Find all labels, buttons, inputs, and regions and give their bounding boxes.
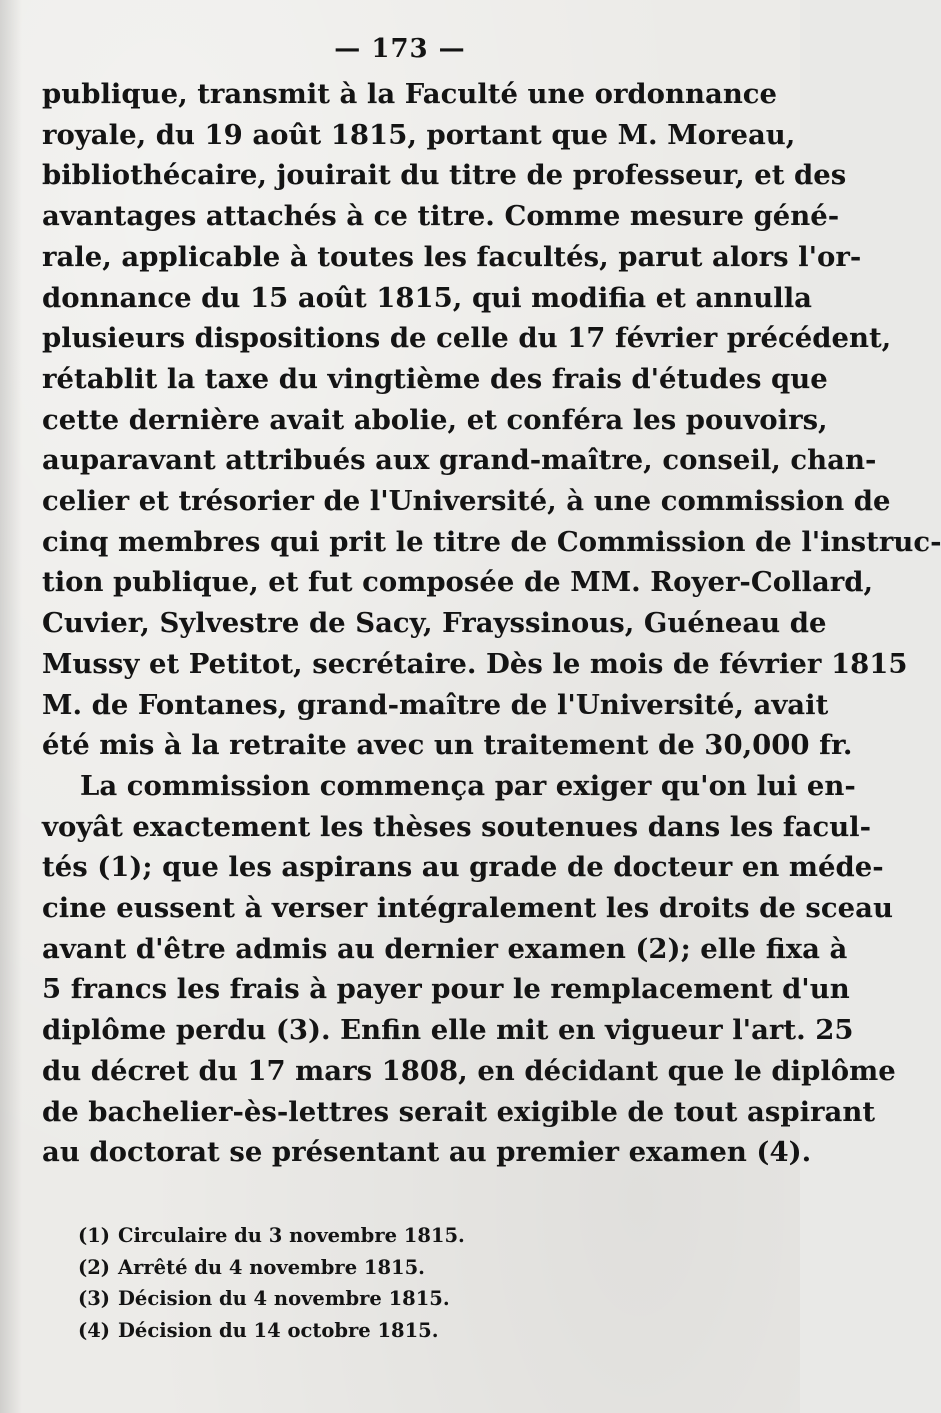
text-line: avantages attachés à ce titre. Comme mesure géné- <box>42 200 840 233</box>
page-number: — 173 — <box>334 34 466 64</box>
text-line: tés (1); que les aspirans au grade de docteur en méde- <box>42 851 884 884</box>
text-line: au doctorat se présentant au premier examen (4). <box>42 1136 812 1169</box>
text-line: publique, transmit à la Faculté une ordonnance <box>42 78 778 110</box>
text-line: été mis à la retraite avec un traitement de 30,000 fr. <box>42 729 853 762</box>
footnote-number: (2) <box>78 1255 111 1279</box>
text-line: La commission commença par exiger qu'on lui en- <box>80 769 856 802</box>
footnote <box>78 1252 718 1284</box>
footnote-text: Circulaire du 3 novembre 1815. <box>118 1224 465 1247</box>
footnote-number: (3) <box>78 1287 111 1310</box>
footnote <box>78 1315 718 1347</box>
text-line: diplôme perdu (3). Enfin elle mit en vigueur l'art. 25 <box>42 1014 854 1047</box>
text-line: donnance du 15 août 1815, qui modifia et annulla <box>42 281 812 314</box>
footnote <box>78 1283 718 1315</box>
text-line: rétablit la taxe du vingtième des frais d'études que <box>42 362 828 395</box>
text-line: auparavant attribués aux grand-maître, conseil, chan- <box>42 444 877 477</box>
footnotes <box>78 1220 718 1346</box>
text-line: tion publique, et fut composée de MM. Royer-Collard, <box>42 566 874 599</box>
text-line: cinq membres qui prit le titre de Commission de l'instruc- <box>42 525 941 558</box>
text-line: Cuvier, Sylvestre de Sacy, Frayssinous, Guéneau de <box>42 607 827 640</box>
text-line: du décret du 17 mars 1808, en décidant que le diplôme <box>42 1054 896 1087</box>
text-line: plusieurs dispositions de celle du 17 février précédent, <box>42 322 892 355</box>
footnote-text: Arrêté du 4 novembre 1815. <box>118 1255 425 1279</box>
text-line: cette dernière avait abolie, et conféra les pouvoirs, <box>42 403 828 436</box>
text-line: Mussy et Petitot, secrétaire. Dès le mois de février 1815 <box>42 647 908 680</box>
footnote-number: (4) <box>78 1318 111 1342</box>
text-line: rale, applicable à toutes les facultés, parut alors l'or- <box>42 240 862 273</box>
text-line: royale, du 19 août 1815, portant que M. Moreau, <box>42 118 796 151</box>
text-line: de bachelier-ès-lettres serait exigible de tout aspirant <box>42 1095 876 1128</box>
text-line: avant d'être admis au dernier examen (2); elle fixa à <box>42 932 848 965</box>
body-text <box>42 74 941 1173</box>
footnote-text: Décision du 14 octobre 1815. <box>118 1318 439 1342</box>
text-line: 5 francs les frais à payer pour le remplacement d'un <box>42 973 850 1006</box>
footnote-text: Décision du 4 novembre 1815. <box>118 1287 450 1310</box>
text-line: cine eussent à verser intégralement les droits de sceau <box>42 892 893 925</box>
footnote <box>78 1220 718 1252</box>
text-line: bibliothécaire, jouirait du titre de professeur, et des <box>42 159 847 192</box>
text-line: celier et trésorier de l'Université, à une commission de <box>42 485 891 518</box>
text-line: voyât exactement les thèses soutenues dans les facul- <box>42 810 872 843</box>
page-gutter-shadow <box>0 0 22 1413</box>
text-line: M. de Fontanes, grand-maître de l'Université, avait <box>42 688 829 721</box>
footnote-number: (1) <box>78 1224 111 1247</box>
